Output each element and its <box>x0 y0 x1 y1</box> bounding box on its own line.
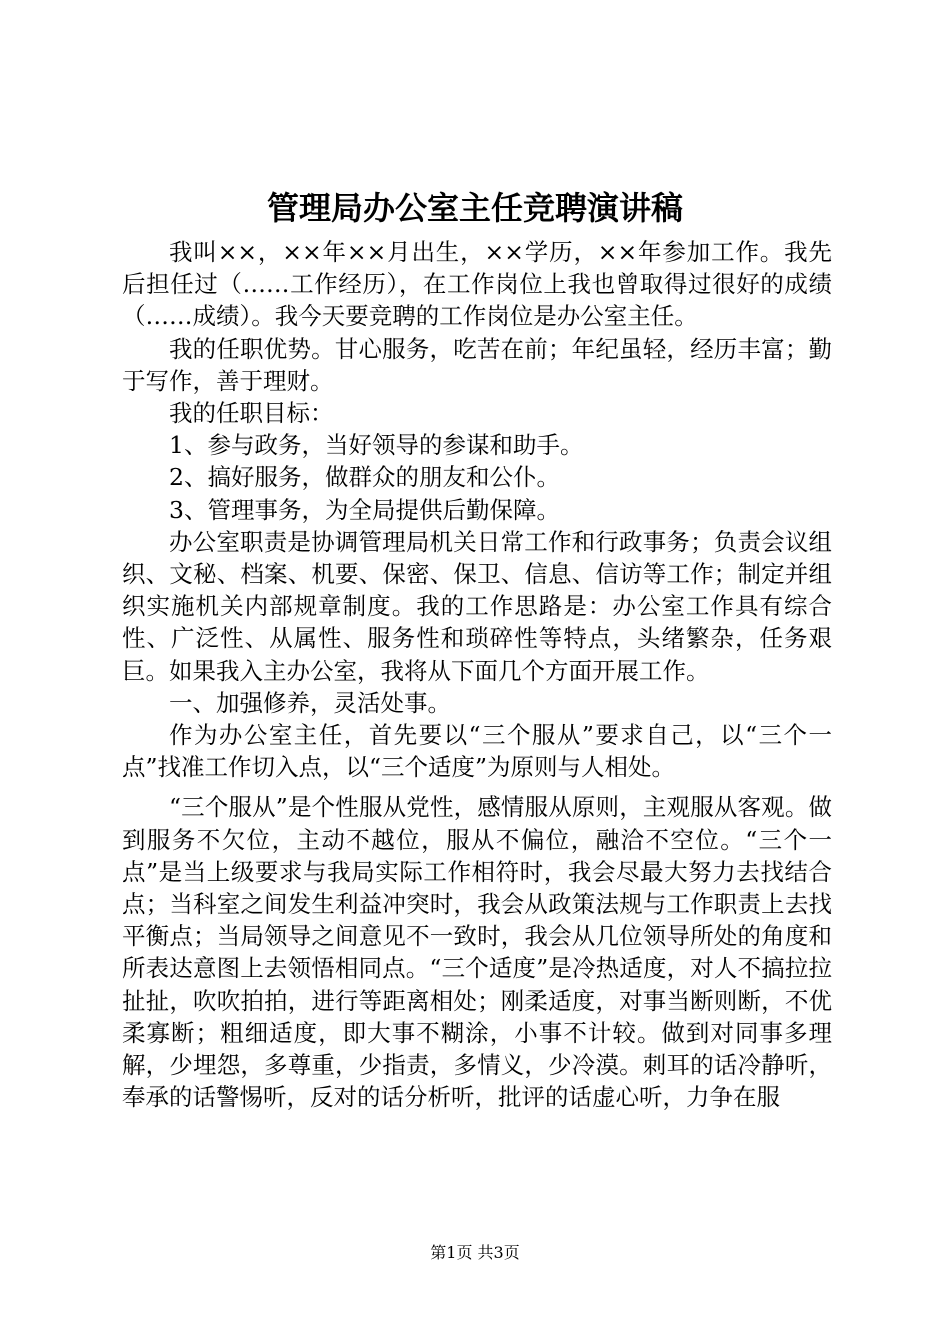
paragraph-section-1-heading: 一、加强修养，灵活处事。 <box>169 688 451 717</box>
paragraph-goal-1: 1、参与政务，当好领导的参谋和助手。 <box>169 431 584 460</box>
paragraph-three-obey: “三个服从”是个性服从党性，感情服从原则，主观服从客观。做到服务不欠位，主动不越位，服从不偏位，融洽不空位。“三个一点”是当上级要求与我局实际工作相符时，我会尽最大努力去找结合点；当科室之间发生利益冲突时，我会从政策法规与工作职责上去找平衡点；当局领导之间意见不一致时，我会从几位领导所处的角度和所表达意图上去领悟相同点。“三个适度”是冷热适度，对人不搞拉拉扯扯，吹吹拍拍，进行等距离相处；刚柔适度，对事当断则断，不优柔寡断；粗细适度，即大事不糊涂，小事不计较。做到对同事多理解，少埋怨，多尊重，少指责，多情义，少冷漠。刺耳的话冷静听，奉承的话警惕听，反对的话分析听，批评的话虚心听，力争在服 <box>122 793 832 1112</box>
paragraph-duties: 办公室职责是协调管理局机关日常工作和行政事务；负责会议组织、文秘、档案、机要、保密、保卫、信息、信访等工作；制定并组织实施机关内部规章制度。我的工作思路是：办公室工作具有综合性、广泛性、从属性、服务性和琐碎性等特点，头绪繁杂，任务艰巨。如果我入主办公室，我将从下面几个方面开展工作。 <box>122 527 832 685</box>
paragraph-advantages: 我的任职优势。甘心服务，吃苦在前；年纪虽轻，经历丰富；勤于写作，善于理财。 <box>122 334 832 395</box>
paragraph-goal-2: 2、搞好服务，做群众的朋友和公仆。 <box>169 463 560 492</box>
document-body <box>122 236 832 1113</box>
paragraph-goals-heading: 我的任职目标： <box>169 399 334 428</box>
paragraph-intro: 我叫××，××年××月出生，××学历，××年参加工作。我先后担任过（……工作经历），在工作岗位上我也曾取得过很好的成绩（……成绩）。我今天要竞聘的工作岗位是办公室主任。 <box>122 238 832 331</box>
paragraph-three-principles: 作为办公室主任，首先要以“三个服从”要求自己，以“三个一点”找准工作切入点，以“三个适度”为原则与人相处。 <box>122 721 832 782</box>
page-footer: 第1页 共3页 <box>430 1243 520 1262</box>
document-title: 管理局办公室主任竞聘演讲稿 <box>266 189 683 227</box>
paragraph-goal-3: 3、管理事务，为全局提供后勤保障。 <box>169 495 560 524</box>
